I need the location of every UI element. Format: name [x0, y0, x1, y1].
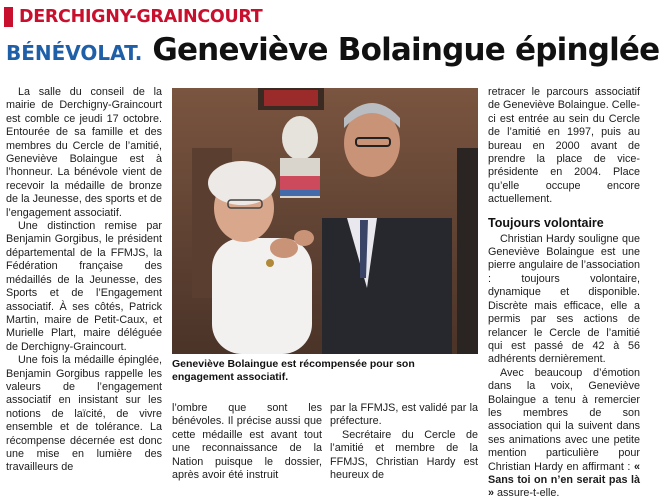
section-kicker [4, 4, 262, 30]
paragraph: Secrétaire du Cercle de l’amitié et membre de la FFMJS, Christian Hardy est heureux de [330, 428, 478, 482]
paragraph: retracer le parcours associatif de Geneviève Bolaingue. Celle-ci est entrée au sein du Cercle de l’amitié en 1997, puis au bureau en 2000 avant de prendre la place de vice-présidente en 2004. Place qu’elle occupe encore actuellement. [488, 86, 640, 206]
paragraph: Une distinction remise par Benjamin Gorgibus, le président départemental de la FFMJS, la Fédération française des médaillés de la Jeunesse, des Sports et de l’Engagement associatif. À ses côtés, Patrick Martin, maire de Petit-Caux, et Murielle Plart, maire déléguée de Derchigny-Graincourt. [6, 220, 162, 353]
photo-illustration [172, 88, 478, 354]
paragraph: La salle du conseil de la mairie de Derchigny-Graincourt est comble ce jeudi 17 octobre. Entourée de sa famille et des membres du Cercle de l’amitié, Geneviève Bolaingue est à l’honneur. La bénévole vient de recevoir la médaille de bronze de la Jeunesse, des sports et de l’engagement associatif. [6, 86, 162, 219]
paragraph: Christian Hardy souligne que Geneviève Bolaingue est une pierre angulaire de l’association : toujours volontaire, dynamique et disponible. Discrète mais efficace, elle a permis par ses actions de relancer le Cercle de l’amitié qui est passé de 42 à 56 adhérents dernièrement. [488, 232, 640, 366]
rubric-label: BÉNÉVOLAT. [6, 41, 143, 65]
headline [6, 32, 659, 80]
photo-caption: Geneviève Bolaingue est récompensée pour son engagement associatif. [172, 358, 415, 383]
paragraph: par la FFMJS, est validé par la préfecture. [330, 402, 478, 428]
article-title: Geneviève Bolaingue épinglée [152, 32, 660, 68]
paragraph-text: Avec beaucoup d’émotion dans la voix, Geneviève Bolaingue a tenu à remercier les membres de son association qui la suivent dans ses animations avec une petite mention particulière pour Christian Hardy en affirmant : [488, 366, 640, 473]
paragraph-text: assure-t-elle. [494, 487, 560, 500]
article-column-1 [6, 86, 162, 475]
quote: « Sans toi on n’en serait pas là » [488, 460, 640, 500]
kicker-marker [4, 7, 13, 27]
article-column-3 [330, 402, 478, 482]
article-photo [172, 88, 478, 354]
subheading: Toujours volontaire [488, 215, 604, 230]
article-column-4 [488, 86, 640, 501]
town-name: DERCHIGNY-GRAINCOURT [19, 7, 263, 27]
paragraph [488, 367, 640, 501]
paragraph: Une fois la médaille épinglée, Benjamin Gorgibus rappelle les valeurs de l’engagement associatif en insistant sur les notions de laïcité, de vivre ensemble et de tolérance. La récompense décernée est donc une mise en lumière des travailleurs de [6, 354, 162, 474]
paragraph: l’ombre que sont les bénévoles. Il précise aussi que cette médaille est avant tout une reconnaissance de la Nation puisque le dossier, après avoir été instruit [172, 402, 322, 482]
article-column-2 [172, 402, 322, 482]
